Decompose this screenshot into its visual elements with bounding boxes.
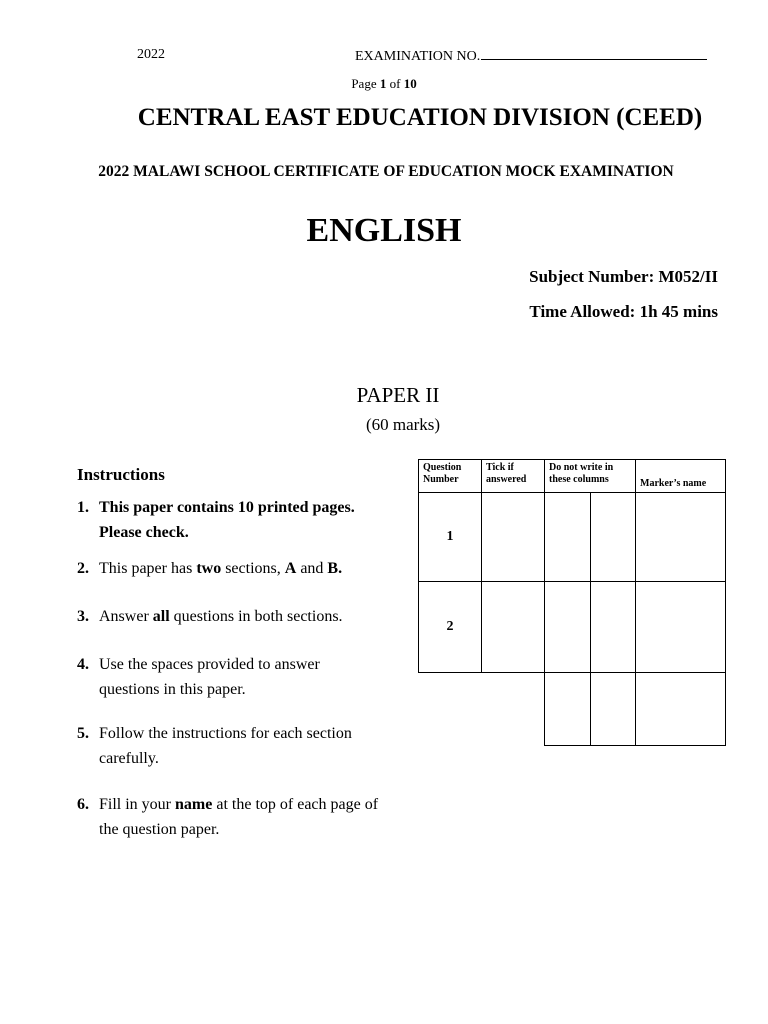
header-do-not-write: Do not write in these columns [545, 460, 636, 493]
instruction-number: 4. [77, 656, 89, 673]
instruction-text: Follow the instructions for each section carefully. [99, 725, 352, 767]
examination-number-label: EXAMINATION NO. [355, 49, 481, 64]
header-markers-name: Marker’s name [636, 460, 726, 493]
exam-year: 2022 [137, 47, 165, 62]
instruction-text: sections, [221, 560, 285, 577]
total-marker-cell[interactable] [636, 673, 726, 746]
total-marks: (60 marks) [365, 415, 441, 434]
division-title: CENTRAL EAST EDUCATION DIVISION (CEED) [137, 104, 703, 131]
instruction-text: Please check. [99, 524, 189, 541]
page-of: of [389, 76, 401, 91]
instruction-text: Fill in your [99, 796, 176, 813]
tick-cell[interactable] [482, 493, 545, 582]
page-total: 10 [403, 76, 417, 91]
instruction-emphasis: name [175, 796, 213, 813]
table-row [419, 493, 726, 582]
marks-cell[interactable] [590, 493, 636, 582]
empty-cell [419, 673, 482, 746]
instruction-emphasis: two [196, 560, 222, 577]
instruction-item [77, 792, 397, 842]
instruction-item [77, 652, 377, 702]
instructions-heading: Instructions [77, 465, 165, 484]
instruction-text: Use the spaces provided to answer questions in this paper. [99, 656, 320, 698]
instruction-number: 5. [77, 725, 89, 742]
time-allowed: Time Allowed: 1h 45 mins [529, 302, 718, 321]
table-row-total [419, 673, 726, 746]
instruction-item [77, 495, 397, 545]
instruction-number: 3. [77, 608, 89, 625]
instruction-number: 2. [77, 560, 89, 577]
examination-number-line[interactable] [481, 47, 707, 60]
instruction-text: This paper has [99, 560, 197, 577]
instruction-emphasis: A [284, 560, 297, 577]
examination-number-field [355, 47, 707, 65]
marks-cell[interactable] [545, 582, 591, 673]
paper-title: PAPER II [356, 383, 440, 407]
page-word: Page [351, 76, 377, 91]
instruction-emphasis: all [152, 608, 170, 625]
instruction-text: Answer [99, 608, 153, 625]
total-marks-cell[interactable] [590, 673, 636, 746]
marking-table [418, 459, 726, 746]
marks-cell[interactable] [545, 493, 591, 582]
exam-title: 2022 MALAWI SCHOOL CERTIFICATE OF EDUCATION MOCK EXAMINATION [98, 163, 674, 180]
instruction-item [77, 604, 397, 629]
subject-title: ENGLISH [306, 212, 462, 249]
page-current: 1 [379, 76, 387, 91]
marker-name-cell[interactable] [636, 582, 726, 673]
marker-name-cell[interactable] [636, 493, 726, 582]
tick-cell[interactable] [482, 582, 545, 673]
header-question-number: Question Number [419, 460, 482, 493]
marks-cell[interactable] [590, 582, 636, 673]
page-number [0, 76, 768, 92]
question-number-cell: 1 [419, 493, 482, 582]
instruction-emphasis: B. [327, 560, 343, 577]
instruction-item [77, 556, 397, 581]
total-marks-cell[interactable] [545, 673, 591, 746]
marking-table-header [419, 460, 726, 493]
header-tick-if-answered: Tick if answered [482, 460, 545, 493]
instruction-text: at the top of each page of the question paper. [99, 796, 379, 838]
instruction-item [77, 721, 387, 771]
empty-cell [482, 673, 545, 746]
instruction-text: questions in both sections. [169, 608, 343, 625]
question-number-cell: 2 [419, 582, 482, 673]
subject-number: Subject Number: M052/II [529, 267, 718, 286]
table-row [419, 582, 726, 673]
instruction-text: This paper contains 10 printed pages. [99, 499, 355, 516]
instruction-number: 6. [77, 796, 89, 813]
instruction-number: 1. [77, 499, 89, 516]
instruction-text: and [296, 560, 328, 577]
